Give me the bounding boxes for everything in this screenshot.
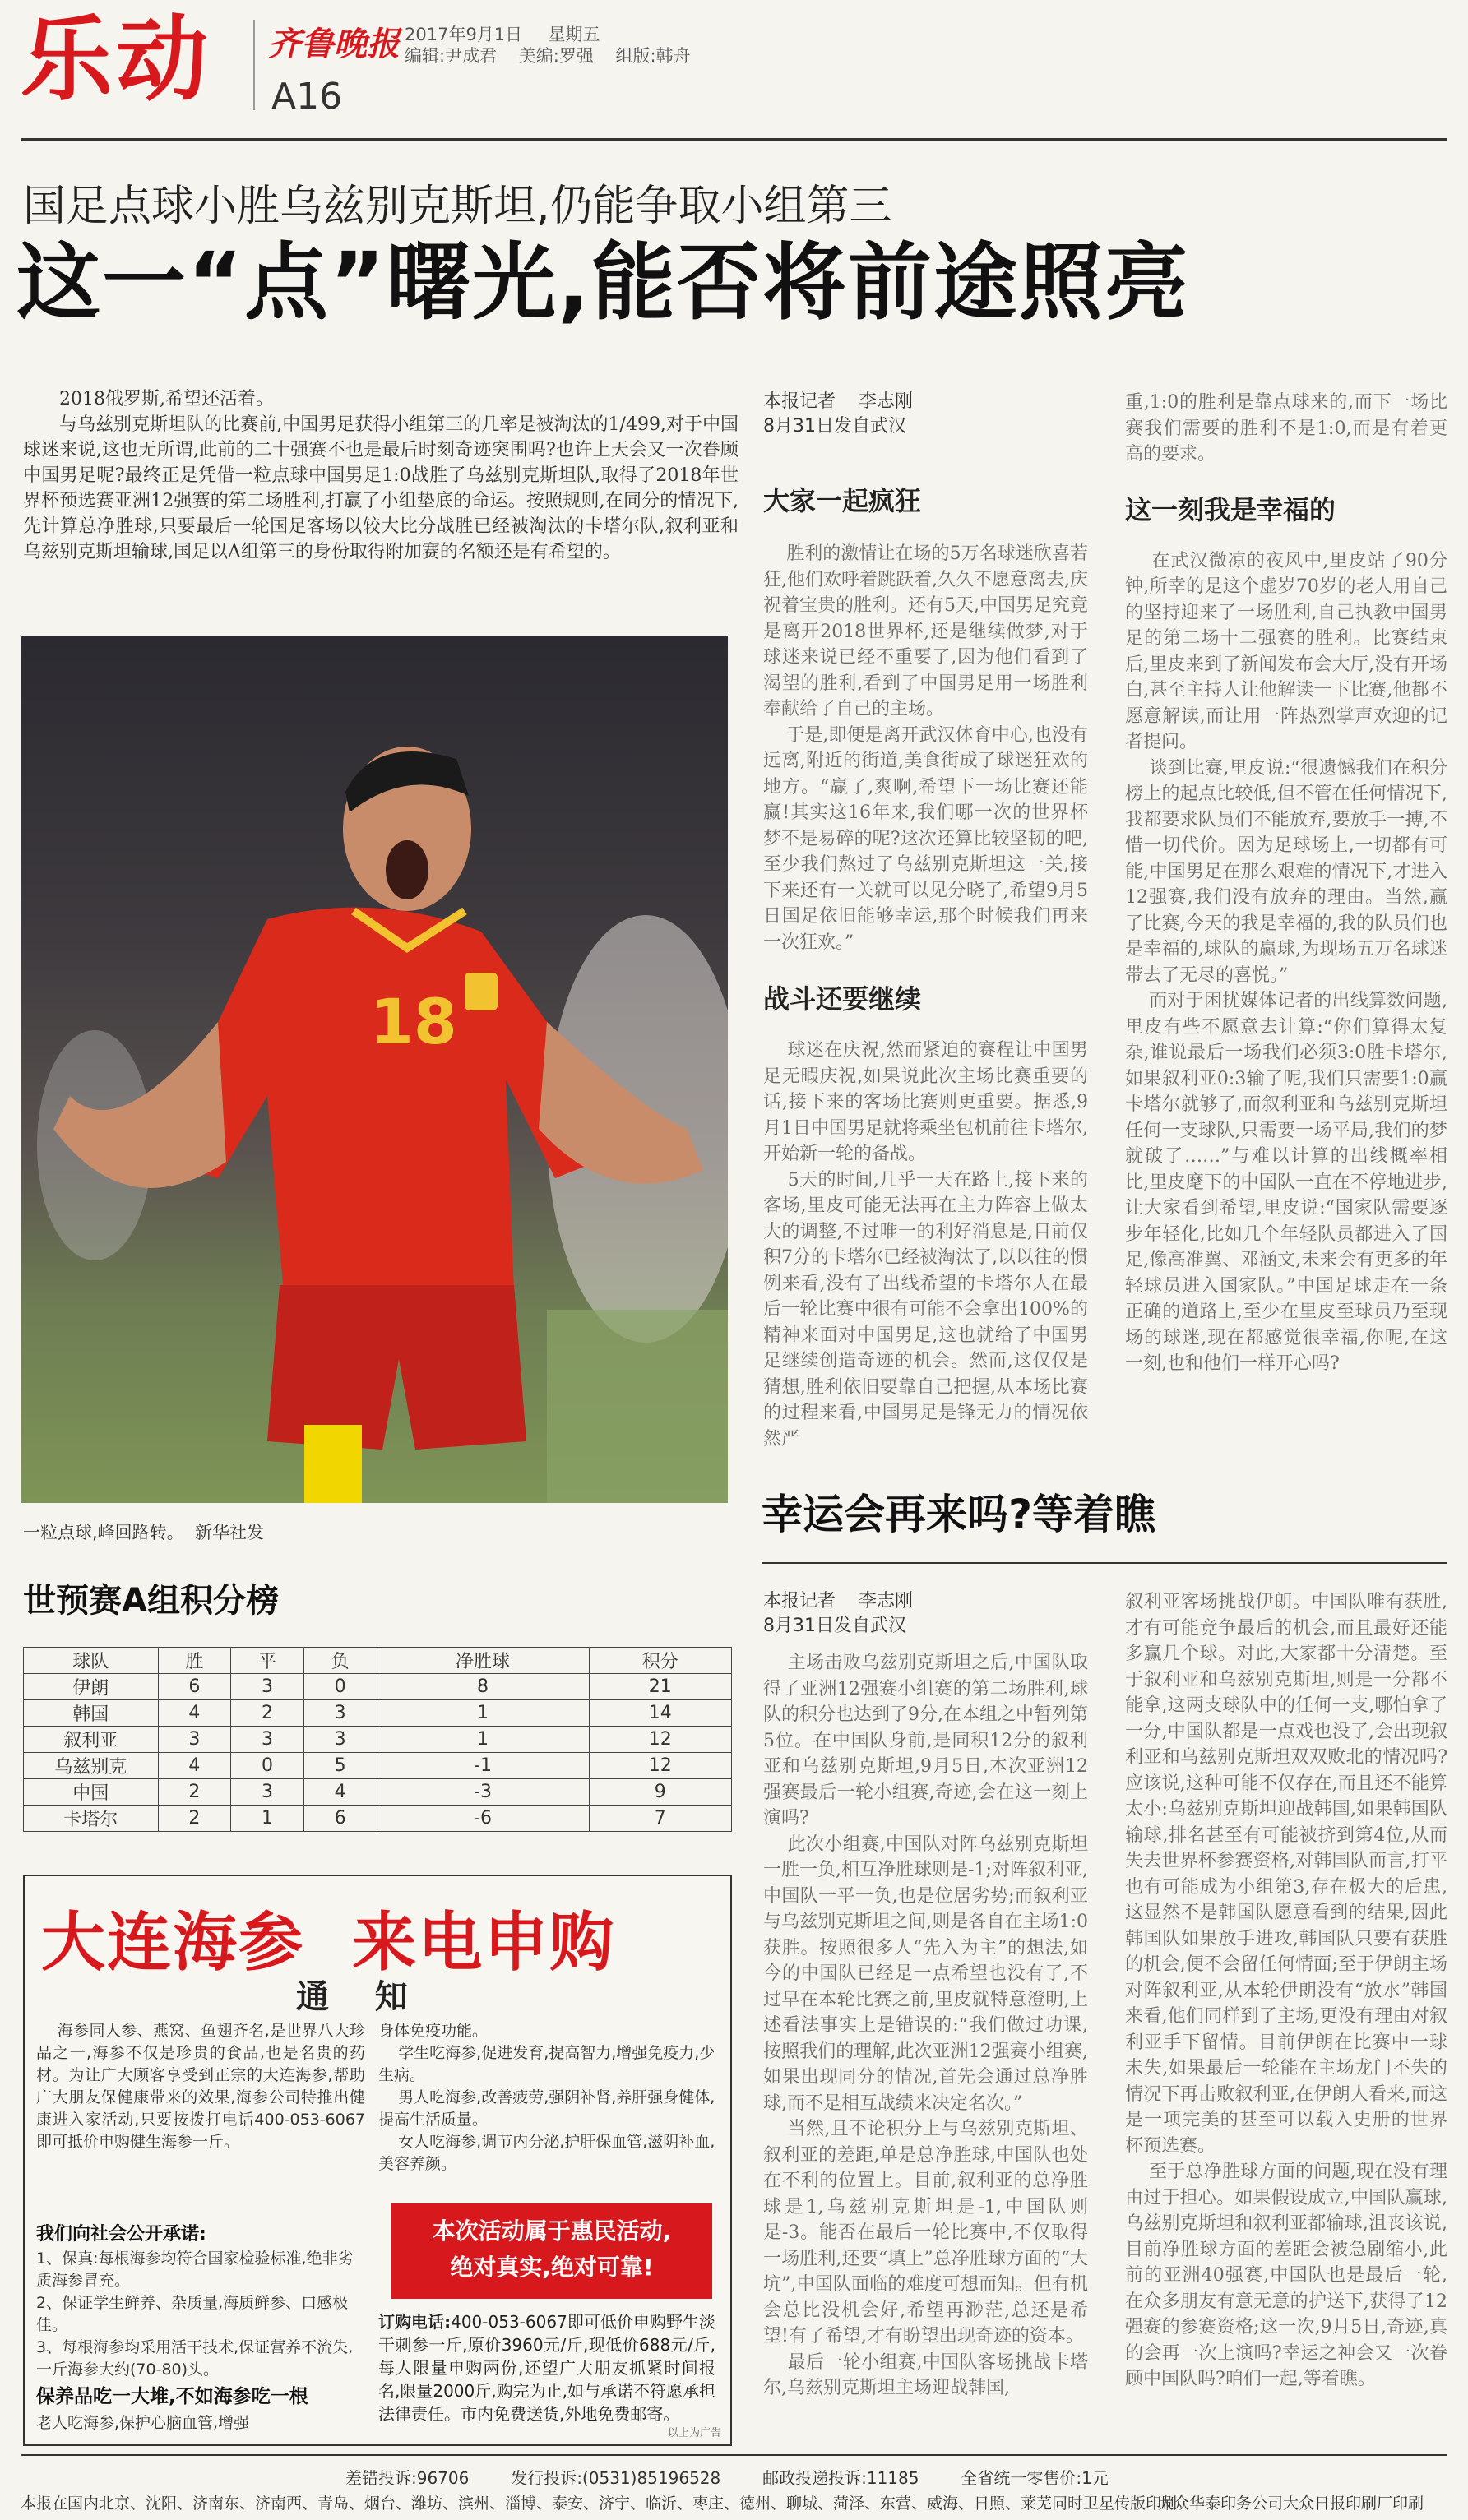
issue-weekday: 星期五: [548, 25, 600, 44]
footer-rule: [21, 2454, 1447, 2456]
masthead-divider: [253, 20, 255, 110]
paper-logo: 齐鲁晚报: [268, 25, 400, 63]
story2-rule: [762, 1562, 1447, 1564]
lead-kicker: 国足点球小胜乌兹别克斯坦,仍能争取小组第三: [23, 182, 892, 231]
story1-byline: 本报记者 李志刚: [763, 391, 913, 412]
standings-title: 世预赛A组积分榜: [23, 1582, 279, 1620]
table-row: [24, 1806, 732, 1832]
story1-sub1: 大家一起疯狂: [763, 485, 922, 516]
col-draw: 平: [231, 1648, 304, 1674]
story1-col1-a: 胜利的激情让在场的5万名球迷欣喜若狂,他们欢呼着跳跃着,久久不愿意离去,庆祝着宝贵的胜利。还有5天,中国男足究竟是离开2018世界杯,还是继续做梦,对于球迷来说已经不重要了,因为他们看到了渴望的胜利,看到了中国男足用一场胜利奉献给了自己的主场。 于是,即便是离开武汉体育中心,也没有远离,附近的街道,美食街成了球迷狂欢的地方。“赢了,爽啊,希望下一场比赛还能赢!其实这16年来,我们哪一次的世界杯梦不是易碎的呢?这次还算比较坚韧的吧,至少我们熬过了乌兹别克斯坦这一关,接下来还有一关就可以见分晓了,希望9月5日国足依旧能够幸运,那个时候我们再来一次狂欢。”: [763, 543, 1088, 953]
story2-headline: 幸运会再来吗?等着瞧: [762, 1491, 1156, 1538]
table-row: [24, 1727, 732, 1753]
ad-title: 大连海参 来电申购: [41, 1906, 616, 1980]
cell: 4: [158, 1700, 231, 1727]
story1-col1-b: 球迷在庆祝,然而紧迫的赛程让中国男足无暇庆祝,如果说此次主场比赛重要的话,接下来的客场比赛则更重要。据悉,9月1日中国男足就将乘坐包机前往卡塔尔,开始新一轮的备战。 5天的时间,几乎一天在路上,接下来的客场,里皮可能无法再在主力阵容上做太大的调整,不过唯一的利好消息是,目前仅积7分的卡塔尔已经被淘汰了,以以往的惯例来看,没有了出线希望的卡塔尔人在最后一轮比赛中很有可能不会拿出100%的精神来面对中国男足,这也就给了中国男足继续创造奇迹的机会。然而,这仅仅是猜想,胜利依旧要靠自己把握,从本场比赛的过程来看,中国男足是锋无力的情况依然严: [763, 1040, 1088, 1450]
cell: 2: [231, 1700, 304, 1727]
ad-box: [23, 1875, 732, 2446]
story1-dateline: 8月31日发自武汉: [763, 416, 906, 437]
team-name: 叙利亚: [24, 1727, 159, 1753]
team-name: 中国: [24, 1779, 159, 1806]
cell: 1: [377, 1700, 589, 1727]
story1-col2-a: 重,1:0的胜利是靠点球来的,而下一场比赛我们需要的胜利不是1:0,而是有着更高的要求。: [1125, 392, 1447, 465]
cell: 1: [377, 1727, 589, 1753]
col-points: 积分: [589, 1648, 731, 1674]
cell: 4: [158, 1753, 231, 1779]
ad-phone-text: 400-053-6067即可低价申购野生淡干刺参一斤,原价3960元/斤,现低价688元/斤,每人限量申购两份,还望广大朋友抓紧时间报名,限量2000斤,购完为止,如与承诺不符愿承担法律责任。市内免费送货,外地免费邮寄。: [378, 2312, 716, 2424]
ad-right-text: 身体免疫功能。 学生吃海参,促进发育,提高智力,增强免疫力,少生病。 男人吃海参,改善疲劳,强阴补肾,养肝强身健体,提高生活质量。 女人吃海参,调节内分泌,护肝保血管,滋阴补血,美容养颜。: [378, 2022, 715, 2173]
lead-headline: 这一“点”曙光,能否将前途照亮: [16, 234, 1190, 332]
intro-title: 2018俄罗斯,希望还活着。: [59, 389, 274, 409]
cell: 1: [231, 1806, 304, 1832]
cell: 21: [589, 1674, 731, 1700]
table-row: [24, 1674, 732, 1700]
staff-credits: 编辑:尹成君 美编:罗强 组版:韩舟: [405, 46, 691, 66]
page-number: A16: [271, 76, 343, 118]
ad-advertiser-note: 以上为广告: [668, 2427, 722, 2439]
standings-table: [23, 1647, 732, 1832]
ad-slogan-sub: 老人吃海参,保护心脑血管,增强: [36, 2414, 250, 2432]
story2-col2: [1125, 1589, 1447, 2393]
footer-print-cities: 本报在国内北京、沈阳、济南东、济南西、青岛、烟台、潍坊、滨州、淄博、泰安、济宁、临沂、枣庄、德州、聊城、菏泽、东营、威海、日照、莱芜同时卫星传版印刷: [21, 2495, 1178, 2513]
cell: 3: [303, 1727, 377, 1753]
footer-complaints: 差错投诉:96706 发行投诉:(0531)85196528 邮政投递投诉:11185 全省统一零售价:1元: [345, 2468, 1109, 2488]
cell: 12: [589, 1753, 731, 1779]
cell: -6: [377, 1806, 589, 1832]
story1-sub2: 战斗还要继续: [763, 983, 922, 1015]
intro-text: 与乌兹别克斯坦队的比赛前,中国男足获得小组第三的几率是被淘汰的1/499,对于中国球迷来说,这也无所谓,此前的二十强赛不也是最后时刻奇迹突围吗?也许上天会又一次眷顾中国男足呢?最终正是凭借一粒点球中国男足1:0战胜了乌兹别克斯坦队,取得了2018年世界杯预选赛亚洲12强赛的第二场胜利,打赢了小组垫底的命运。按照规则,在同分的情况下,先计算总净胜球,只要最后一轮国足客场以较大比分战胜已经被淘汰的卡塔尔队,叙利亚和乌兹别克斯坦输球,国足以A组第三的身份取得附加赛的名额还是有希望的。: [23, 414, 739, 562]
team-name: 卡塔尔: [24, 1806, 159, 1832]
cell: 2: [158, 1806, 231, 1832]
ad-red-box: 本次活动属于惠民活动, 绝对真实,绝对可靠!: [391, 2203, 712, 2299]
cell: 0: [231, 1753, 304, 1779]
story1-col2-b: 在武汉微凉的夜风中,里皮站了90分钟,所幸的是这个虚岁70岁的老人用自己的坚持迎来了一场胜利,自己执教中国男足的第二场十二强赛的胜利。比赛结束后,里皮来到了新闻发布会大厅,没有开场白,甚至主持人让他解读一下比赛,他都不愿意解读,而让用一阵热烈掌声欢迎的记者提问。 谈到比赛,里皮说:“很遗憾我们在积分榜上的起点比较低,但不管在任何情况下,我都要求队员们不能放弃,要放手一搏,不惜一切代价。因为足球场上,一切都有可能,中国男足在那么艰难的情况下,才进入12强赛,我们没有放弃的理由。当然,赢了比赛,今天的我是幸福的,我的队员们也是幸福的,球队的赢球,为现场五万名球迷带去了无尽的喜悦。” 而对于困扰媒体记者的出线算数问题,里皮有些不愿意去计算:“你们算得太复杂,谁说最后一场我们必须3:0胜卡塔尔,如果叙利亚0:3输了呢,我们只需要1:0赢卡塔尔就够了,而叙利亚和乌兹别克斯坦任何一支球队,只需要一场平局,我们的梦就破了……”与难以计算的出线概率相比,里皮麾下的中国队一直在不停地进步,让大家看到希望,里皮说:“国家队需要逐步年轻化,比如几个年轻队员都进入了国足,像高准翼、邓涵文,未来会有更多的年轻球员进入国家队。”中国足球走在一条正确的道路上,至少在里皮至球员乃至现场的球迷,现在都感觉很幸福,你呢,在这一刻,也和他们一样开心吗?: [1125, 550, 1447, 1374]
cell: 0: [303, 1674, 377, 1700]
cell: 3: [231, 1779, 304, 1806]
footer-printer: 大众华泰印务公司大众日报印刷厂印刷: [1158, 2495, 1424, 2513]
table-row: [24, 1779, 732, 1806]
ad-notice: 通 知: [296, 1978, 408, 2016]
cell: 3: [303, 1700, 377, 1727]
cell: 2: [158, 1779, 231, 1806]
team-name: 乌兹别克: [24, 1753, 159, 1779]
cell: 3: [231, 1674, 304, 1700]
masthead-rule: [21, 138, 1447, 141]
ad-phone-label: 订购电话:: [378, 2312, 452, 2332]
cell: 14: [589, 1700, 731, 1727]
story2-byline: 本报记者 李志刚: [763, 1591, 913, 1611]
cell: 12: [589, 1727, 731, 1753]
story2-col1: [763, 1589, 1088, 2402]
ad-phone-block: [378, 2310, 715, 2425]
cell: -1: [377, 1753, 589, 1779]
cell: 3: [231, 1727, 304, 1753]
cell: 8: [377, 1674, 589, 1700]
col-goal-diff: 净胜球: [377, 1648, 589, 1674]
ad-promise-title: 我们向社会公开承诺:: [36, 2224, 206, 2245]
story2-col2-text: 叙利亚客场挑战伊朗。中国队唯有获胜,才有可能竞争最后的机会,而且最好还能多赢几个球。对此,大家都十分清楚。至于叙利亚和乌兹别克斯坦,则是一分都不能拿,这两支球队中的任何一支,哪怕拿了一分,中国队都是一点戏也没了,会出现叙利亚和乌兹别克斯坦双双败北的情况吗?应该说,这种可能不仅存在,而且还不能算太小:乌兹别克斯坦迎战韩国,如果韩国队输球,排名甚至有可能被挤到第4位,从而失去世界杯参赛资格,对韩国队而言,打平也有可能成为小组第3,存在极大的后患,这显然不是韩国队愿意看到的结果,因此韩国队如果放手进攻,韩国队只要有获胜的机会,便不会留任何情面;至于伊朗主场对阵叙利亚,从本轮伊朗没有“放水”韩国来看,他们同样到了主场,更没有理由对叙利亚手下留情。目前伊朗在比赛中一球未失,如果最后一轮能在主场龙门不失的情况下再击败叙利亚,在伊朗人看来,而这是一项完美的甚至可以载入史册的世界杯预选赛。 至于总净胜球方面的问题,现在没有理由过于担心。如果假设成立,中国队赢球,乌兹别克斯坦和叙利亚都输球,沮丧该说,目前净胜球方面的差距会被急剧缩小,此前的亚洲40强赛,中国队也是最后一轮,在众多朋友有意无意的护送下,获得了12强赛的参赛资格;这一次,9月5日,奇迹,真的会再一次上演吗?幸运之神会又一次眷顾中国队吗?咱们一起,等着瞧。: [1125, 1592, 1447, 2389]
issue-date: 2017年9月1日: [405, 25, 523, 44]
story1-sub3: 这一刻我是幸福的: [1125, 493, 1336, 525]
table-row: [24, 1700, 732, 1727]
ad-left-text: 海参同人参、燕窝、鱼翅齐名,是世界八大珍品之一,海参不仅是珍贵的食品,也是名贵的药材。为让广大顾客享受到正宗的大连海参,帮助广大朋友保健康带来的效果,海参公司特推出健康进入家活动,只要按拨打电话400-053-6067即可抵价申购健生海参一斤。: [36, 2022, 365, 2151]
col-win: 胜: [158, 1648, 231, 1674]
masthead: [0, 0, 1468, 132]
cell: 6: [158, 1674, 231, 1700]
table-row: [24, 1753, 732, 1779]
photo-caption: 一粒点球,峰回路转。 新华社发: [23, 1523, 265, 1542]
cell: 7: [589, 1806, 731, 1832]
cell: 9: [589, 1779, 731, 1806]
lead-photo: [21, 636, 728, 1503]
story2-col1-text: 主场击败乌兹别克斯坦之后,中国队取得了亚洲12强赛小组赛的第二场胜利,球队的积分也达到了9分,在本组之中暂列第5位。在中国队身前,是同积12分的叙利亚和乌兹别克斯坦,9月5日,本次亚洲12强赛最后一轮小组赛,奇迹,会在这一刻上演吗? 此次小组赛,中国队对阵乌兹别克斯坦一胜一负,相互净胜球则是-1;对阵叙利亚,中国队一平一负,也是位居劣势;而叙利亚与乌兹别克斯坦之间,则是各自在主场1:0获胜。按照很多人“先入为主”的想法,如今的中国队已经是一点希望也没有了,不过早在本轮比赛之前,里皮就特意澄明,上述看法事实上是错误的:“我们做过功课,按照我们的理解,此次亚洲12强赛小组赛,如果出现同分的情况,首先会通过总净胜球,而不是相互战绩来决定名次。” 当然,且不论积分上与乌兹别克斯坦、叙利亚的差距,单是总净胜球,中国队也处在不利的位置上。目前,叙利亚的总净胜球是1,乌兹别克斯坦是-1,中国队则是-3。能否在最后一轮比赛中,不仅取得一场胜利,还要“填上”总净胜球方面的“大坑”,中国队面临的难度可想而知。但有机会总比没机会好,希望再渺茫,总还是希望!有了希望,才有盼望出现奇迹的资本。 最后一轮小组赛,中国队客场挑战卡塔尔,乌兹别克斯坦主场迎战韩国,: [763, 1653, 1088, 2398]
team-name: 韩国: [24, 1700, 159, 1727]
cell: 6: [303, 1806, 377, 1832]
ad-slogan: 保养品吃一大堆,不如海参吃一根: [36, 2386, 308, 2407]
col-loss: 负: [303, 1648, 377, 1674]
team-name: 伊朗: [24, 1674, 159, 1700]
cell: 4: [303, 1779, 377, 1806]
story2-dateline: 8月31日发自武汉: [763, 1616, 906, 1636]
ad-promise-items: 1、保真:每根海参均符合国家检验标准,绝非劣质海参冒充。 2、保证学生鲜养、杂质量,海质鲜参、口感极佳。 3、每根海参均采用活干技术,保证营养不流失,一斤海参大约(70-80)头。: [36, 2250, 354, 2379]
jersey-number: 18: [370, 985, 457, 1058]
standings-header-row: [24, 1648, 732, 1674]
col-team: 球队: [24, 1648, 159, 1674]
cell: 5: [303, 1753, 377, 1779]
intro-block: [23, 386, 739, 565]
cell: 3: [158, 1727, 231, 1753]
cell: -3: [377, 1779, 589, 1806]
story1-col1: [763, 390, 1088, 1452]
story1-col2: [1125, 390, 1447, 1377]
section-title: 乐动: [21, 7, 211, 113]
player-illustration: [21, 636, 728, 1503]
